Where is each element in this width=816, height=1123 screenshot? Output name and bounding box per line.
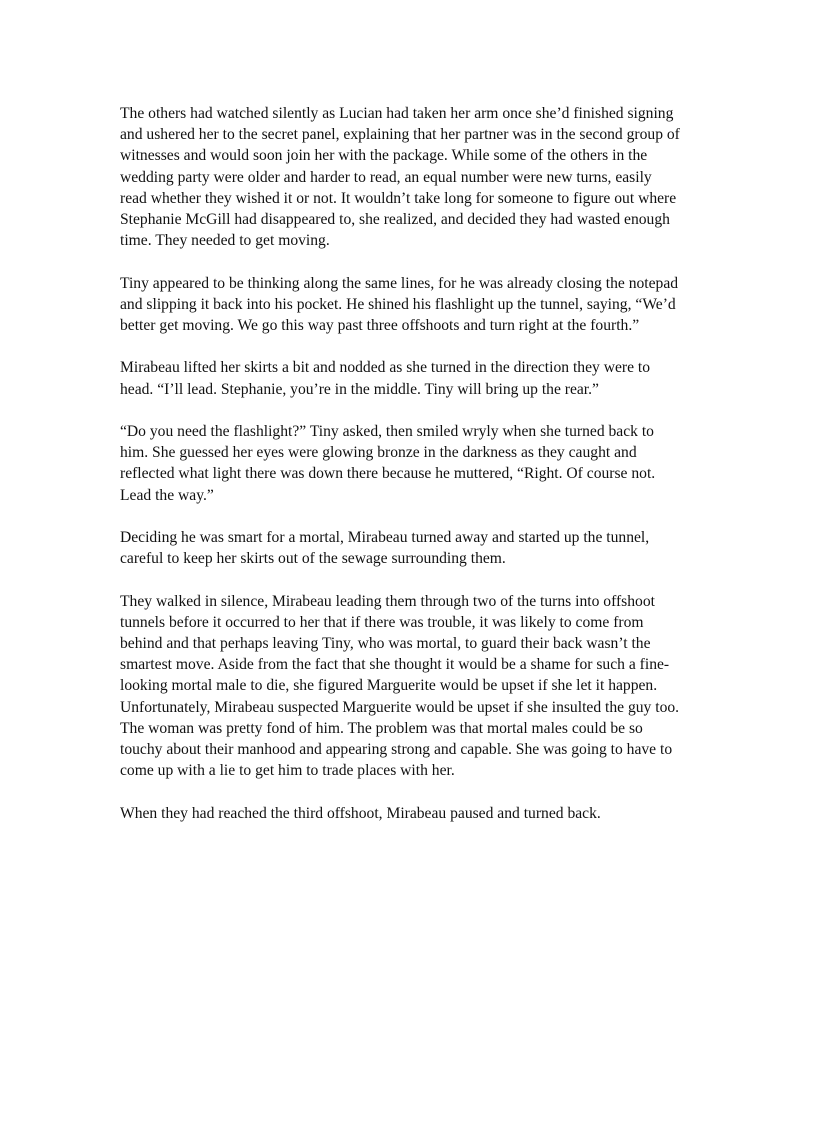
text-line: Lead the way.” <box>120 486 214 504</box>
text-line: Tiny appeared to be thinking along the same lines, for he was already closing the notepad <box>120 274 679 292</box>
paragraph <box>120 803 702 824</box>
text-line: Mirabeau lifted her skirts a bit and nodded as she turned in the direction they were to <box>120 359 651 377</box>
text-line: Deciding he was smart for a mortal, Mirabeau turned away and started up the tunnel, <box>120 529 650 546</box>
text-line: smartest move. Aside from the fact that she thought it would be a shame for such a fine- <box>120 656 670 674</box>
text-line: wedding party were older and harder to read, an equal number were new turns, easily <box>120 168 652 186</box>
text-line: The others had watched silently as Lucian had taken her arm once she’d finished signing <box>120 105 674 122</box>
text-line: They walked in silence, Mirabeau leading them through two of the turns into offshoot <box>120 592 655 610</box>
text-line: looking mortal male to die, she figured Marguerite would be upset if she let it happen. <box>120 677 658 695</box>
text-line: “Do you need the flashlight?” Tiny asked, then smiled wryly when she turned back to <box>120 423 654 440</box>
paragraph <box>120 357 702 399</box>
text-line: come up with a lie to get him to trade places with her. <box>120 762 455 780</box>
text-line: reflected what light there was down there because he muttered, “Right. Of course not. <box>120 465 656 483</box>
text-line: head. “I’ll lead. Stephanie, you’re in the middle. Tiny will bring up the rear.” <box>120 380 599 398</box>
paragraph <box>120 421 702 506</box>
text-line: him. She guessed her eyes were glowing bronze in the darkness as they caught and <box>120 444 637 462</box>
text-line: better get moving. We go this way past three offshoots and turn right at the fourth.” <box>120 317 640 335</box>
text-line: Stephanie McGill had disappeared to, she realized, and decided they had wasted enough <box>120 211 670 229</box>
paragraph <box>120 591 702 782</box>
paragraph <box>120 103 702 251</box>
text-line: and slipping it back into his pocket. He shined his flashlight up the tunnel, saying, “We’d <box>120 295 676 313</box>
text-line: tunnels before it occurred to her that if there was trouble, it was likely to come from <box>120 613 644 631</box>
text-line: and ushered her to the secret panel, explaining that her partner was in the second group of <box>120 126 680 144</box>
text-line: The woman was pretty fond of him. The problem was that mortal males could be so <box>120 719 643 737</box>
text-line: time. They needed to get moving. <box>120 232 330 250</box>
text-line: When they had reached the third offshoot, Mirabeau paused and turned back. <box>120 804 601 822</box>
paragraph <box>120 527 702 569</box>
text-line: witnesses and would soon join her with the package. While some of the others in the <box>120 147 648 165</box>
text-line: careful to keep her skirts out of the sewage surrounding them. <box>120 550 506 568</box>
text-line: read whether they wished it or not. It wouldn’t take long for someone to figure out where <box>120 189 677 207</box>
body-text <box>120 103 702 845</box>
text-line: Unfortunately, Mirabeau suspected Marguerite would be upset if she insulted the guy too. <box>120 698 680 716</box>
text-line: touchy about their manhood and appearing strong and capable. She was going to have to <box>120 741 673 759</box>
text-line: behind and that perhaps leaving Tiny, who was mortal, to guard their back wasn’t the <box>120 635 651 652</box>
paragraph <box>120 273 702 337</box>
